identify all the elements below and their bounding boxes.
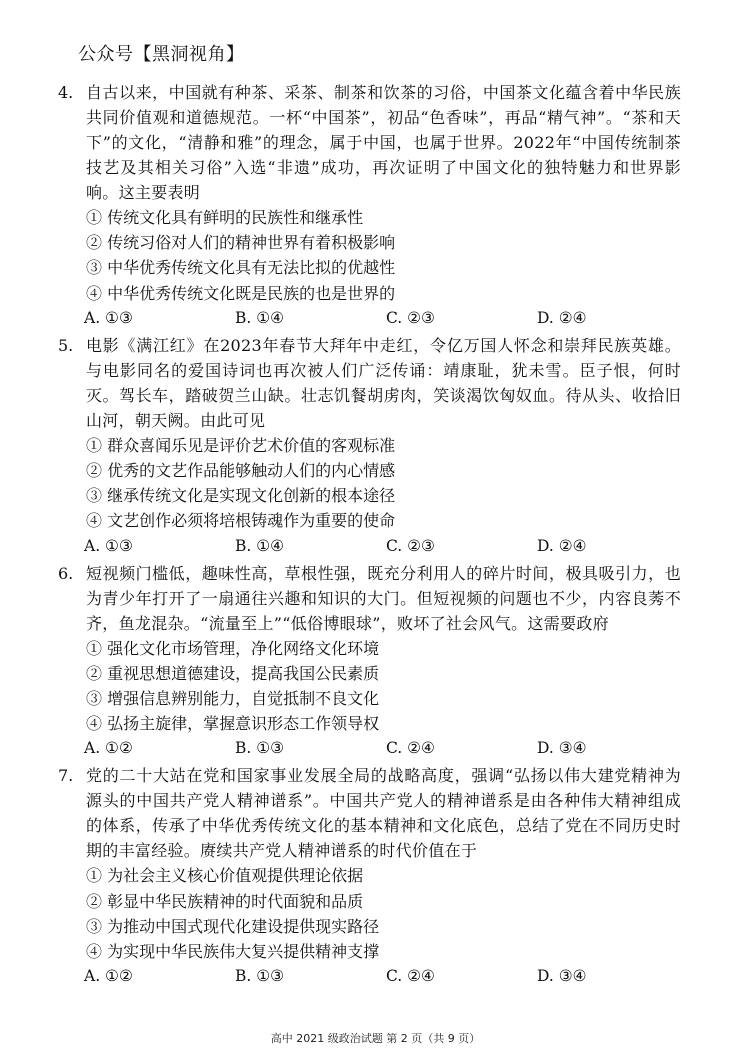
question-stem: 党的二十大站在党和国家事业发展全局的战略高度，强调“弘扬以伟大建党精神为源头的中国共产党人精神谱系”。中国共产党人的精神谱系是由各种伟大精神组成的体系，传承了中华优秀传统文化的基本精神和文化底色，总结了党在不同历史时期的丰富经验。赓续共产党人精神谱系的时代价值在于 [86, 766, 681, 861]
question-list [0, 80, 751, 989]
question-5 [58, 333, 681, 559]
page-footer: 高中 2021 级政治试题 第 2 页（共 9 页） [270, 1032, 481, 1045]
choice-c: C. ②④ [386, 739, 435, 758]
choice-c: C. ②④ [386, 967, 435, 986]
statement-2: ② 彰显中华民族精神的时代面貌和品质 [86, 891, 364, 911]
statement-3: ③ 增强信息辨别能力，自觉抵制不良文化 [86, 689, 380, 709]
choice-d: D. ②④ [537, 308, 587, 327]
choice-d: D. ②④ [537, 536, 587, 555]
choice-a: A. ①③ [84, 536, 133, 555]
choice-d: D. ③④ [537, 967, 587, 986]
statement-4: ④ 文艺创作必须将培根铸魂作为重要的使命 [86, 511, 396, 531]
choice-b: B. ①③ [235, 739, 285, 758]
statement-2: ② 传统习俗对人们的精神世界有着积极影响 [86, 233, 396, 253]
choice-d: D. ③④ [537, 739, 587, 758]
question-6 [58, 561, 681, 762]
choice-a: A. ①② [84, 739, 133, 758]
question-number: 5. [58, 335, 74, 355]
statement-2: ② 优秀的文艺作品能够触动人们的内心情感 [86, 461, 396, 481]
statement-1: ① 群众喜闻乐见是评价艺术价值的客观标准 [86, 435, 396, 455]
question-4 [58, 80, 681, 331]
answer-choices [84, 306, 681, 331]
statement-1: ① 为社会主义核心价值观提供理论依据 [86, 866, 364, 886]
choice-b: B. ①④ [235, 308, 285, 327]
choice-b: B. ①④ [235, 536, 285, 555]
page-header: 公众号【黑洞视角】 [78, 44, 245, 65]
choice-c: C. ②③ [386, 308, 435, 327]
question-7 [58, 763, 681, 989]
choice-c: C. ②③ [386, 536, 435, 555]
statement-4: ④ 弘扬主旋律，掌握意识形态工作领导权 [86, 714, 380, 734]
choice-b: B. ①③ [235, 967, 285, 986]
question-number: 6. [58, 563, 74, 583]
question-stem: 自古以来，中国就有种茶、采茶、制茶和饮茶的习俗，中国茶文化蕴含着中华民族共同价值观和道德规范。一杯“中国茶”，初品“色香味”，再品“精气神”。“茶和天下”的文化，“清静和雅”的理念，属于中国，也属于世界。2022年“中国传统制茶技艺及其相关习俗”入选“非遗”成功，再次证明了中国文化的独特魅力和世界影响。这主要表明 [86, 83, 681, 202]
question-stem: 电影《满江红》在2023年春节大拜年中走红，令亿万国人怀念和崇拜民族英雄。与电影同名的爱国诗词也再次被人们广泛传诵：靖康耻，犹未雪。臣子恨，何时灭。驾长车，踏破贺兰山缺。壮志饥餐胡虏肉，笑谈渴饮匈奴血。待从头、收拾旧山河，朝天阙。由此可见 [86, 335, 681, 430]
statement-3: ③ 为推动中国式现代化建设提供现实路径 [86, 916, 380, 936]
statement-1: ① 传统文化具有鲜明的民族性和继承性 [86, 208, 364, 227]
question-number: 4. [58, 83, 74, 102]
statement-3: ③ 中华优秀传统文化具有无法比拟的优越性 [86, 258, 396, 278]
statement-4: ④ 中华优秀传统文化既是民族的也是世界的 [86, 283, 396, 303]
answer-choices [84, 534, 681, 559]
question-number: 7. [58, 766, 74, 786]
choice-a: A. ①③ [84, 308, 133, 327]
answer-choices [84, 964, 681, 989]
question-stem: 短视频门槛低，趣味性高，草根性强，既充分利用人的碎片时间，极具吸引力，也为青少年打开了一扇通往兴趣和知识的大门。但短视频的问题也不少，内容良莠不齐，鱼龙混杂。“流量至上”“低俗博眼球”，败坏了社会风气。这需要政府 [86, 563, 681, 633]
statement-3: ③ 继承传统文化是实现文化创新的根本途径 [86, 486, 396, 506]
answer-choices [84, 736, 681, 761]
statement-1: ① 强化文化市场管理，净化网络文化环境 [86, 638, 380, 658]
statement-4: ④ 为实现中华民族伟大复兴提供精神支撑 [86, 942, 380, 962]
statement-2: ② 重视思想道德建设，提高我国公民素质 [86, 663, 380, 683]
choice-a: A. ①② [84, 967, 133, 986]
